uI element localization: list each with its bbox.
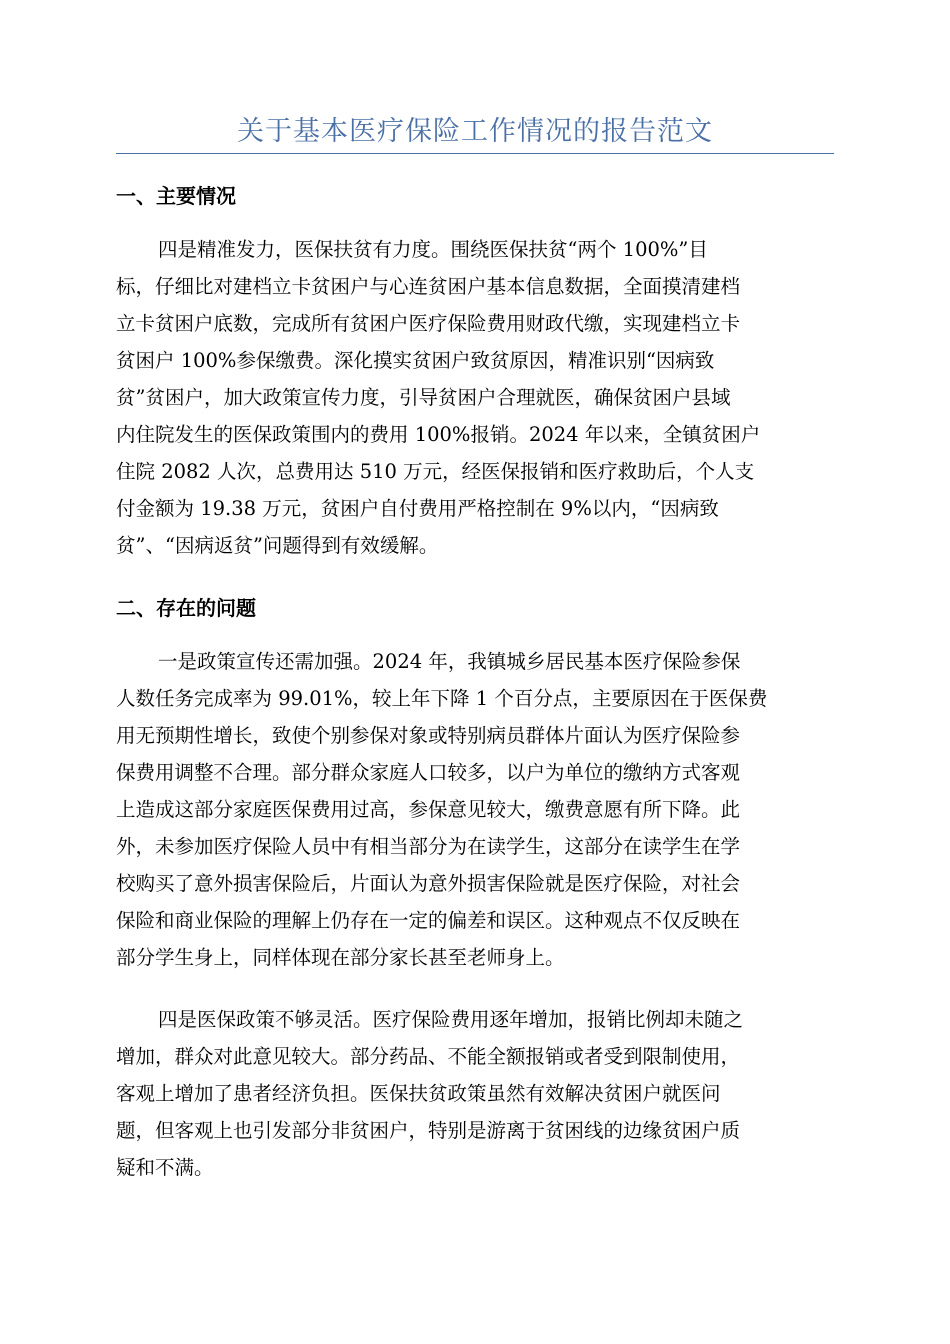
paragraph-line: 一是政策宣传还需加强。2024 年，我镇城乡居民基本医疗保险参保 xyxy=(158,650,741,673)
paragraph-line: 部分学生身上，同样体现在部分家长甚至老师身上。 xyxy=(116,946,565,969)
paragraph-line: 四是医保政策不够灵活。医疗保险费用逐年增加，报销比例却未随之 xyxy=(158,1008,744,1031)
paragraph-line: 标，仔细比对建档立卡贫困户与心连贫困户基本信息数据，全面摸清建档 xyxy=(116,275,741,298)
paragraph-line: 贫困户 100%参保缴费。深化摸实贫困户致贫原因，精准识别“因病致 xyxy=(116,349,715,372)
paragraph-line: 贫”、“因病返贫”问题得到有效缓解。 xyxy=(116,534,439,557)
section-heading-existing-problems: 二、存在的问题 xyxy=(116,596,256,620)
paragraph-line: 贫”贫困户，加大政策宣传力度，引导贫困户合理就医，确保贫困户县域 xyxy=(116,386,731,409)
paragraph-line: 保险和商业保险的理解上仍存在一定的偏差和误区。这种观点不仅反映在 xyxy=(116,909,741,932)
paragraph-line: 保费用调整不合理。部分群众家庭人口较多，以户为单位的缴纳方式客观 xyxy=(116,761,741,784)
title-underline xyxy=(116,153,834,154)
paragraph-line: 上造成这部分家庭医保费用过高，参保意见较大，缴费意愿有所下降。此 xyxy=(116,798,741,821)
paragraph-line: 人数任务完成率为 99.01%，较上年下降 1 个百分点，主要原因在于医保费 xyxy=(116,687,768,710)
paragraph-line: 疑和不满。 xyxy=(116,1156,214,1179)
paragraph-policy-publicity xyxy=(116,643,834,976)
paragraph-line: 立卡贫困户底数，完成所有贫困户医疗保险费用财政代缴，实现建档立卡 xyxy=(116,312,741,335)
paragraph-line: 客观上增加了患者经济负担。医保扶贫政策虽然有效解决贫困户就医问 xyxy=(116,1082,721,1105)
paragraph-line: 校购买了意外损害保险后，片面认为意外损害保险就是医疗保险，对社会 xyxy=(116,872,741,895)
paragraph-line: 增加，群众对此意见较大。部分药品、不能全额报销或者受到限制使用， xyxy=(116,1045,741,1068)
paragraph-line: 住院 2082 人次，总费用达 510 万元，经医保报销和医疗救助后，个人支 xyxy=(116,460,755,483)
paragraph-policy-flexibility xyxy=(116,1001,834,1186)
paragraph-line: 付金额为 19.38 万元，贫困户自付费用严格控制在 9%以内，“因病致 xyxy=(116,497,719,520)
paragraph-line: 外，未参加医疗保险人员中有相当部分为在读学生，这部分在读学生在学 xyxy=(116,835,741,858)
section-heading-main-situation: 一、主要情况 xyxy=(116,184,236,208)
paragraph-line: 题，但客观上也引发部分非贫困户，特别是游离于贫困线的边缘贫困户质 xyxy=(116,1119,741,1142)
paragraph-line: 用无预期性增长，致使个别参保对象或特别病员群体片面认为医疗保险参 xyxy=(116,724,741,747)
paragraph-poverty-alleviation xyxy=(116,231,834,564)
paragraph-line: 四是精准发力，医保扶贫有力度。围绕医保扶贫“两个 100%”目 xyxy=(158,238,708,261)
paragraph-line: 内住院发生的医保政策围内的费用 100%报销。2024 年以来，全镇贫困户 xyxy=(116,423,761,446)
document-title: 关于基本医疗保险工作情况的报告范文 xyxy=(237,116,713,147)
